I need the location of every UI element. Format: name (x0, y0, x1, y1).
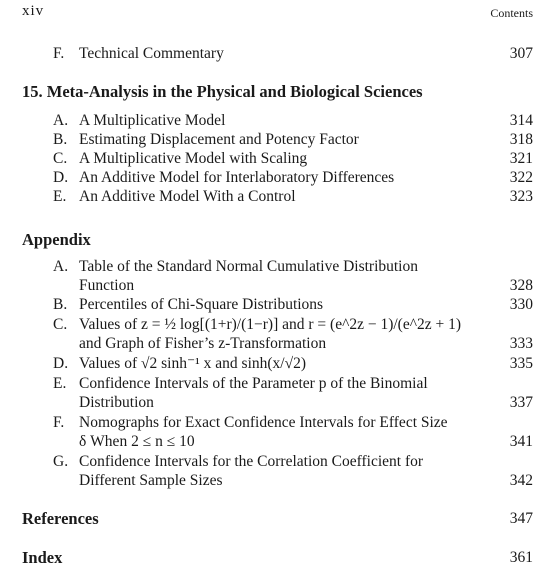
toc-entry (0, 374, 550, 393)
toc-entry (0, 413, 550, 432)
toc-title: Technical Commentary (79, 45, 224, 62)
toc-entry (0, 452, 550, 471)
toc-title-continued: Distribution (79, 394, 154, 411)
toc-letter: E. (53, 188, 67, 205)
toc-page: 361 (509, 549, 533, 566)
toc-entry (0, 130, 550, 149)
toc-title: Percentiles of Chi-Square Distributions (79, 296, 324, 313)
toc-entry-continued (0, 276, 550, 295)
toc-letter: B. (53, 296, 68, 313)
toc-title: Table of the Standard Normal Cumulative Distribution (79, 258, 418, 275)
running-head-title: Contents (490, 6, 533, 20)
toc-letter: G. (53, 453, 69, 470)
toc-entry-continued (0, 334, 550, 353)
toc-letter: C. (53, 316, 68, 333)
toc-letter: D. (53, 169, 69, 186)
toc-entry (0, 111, 550, 130)
toc-title: Values of √2 sinh⁻¹ x and sinh(x/√2) (79, 355, 307, 372)
toc-letter: F. (53, 414, 65, 431)
chapter-heading (0, 82, 550, 101)
toc-entry (0, 187, 550, 206)
toc-title: A Multiplicative Model (79, 112, 226, 129)
toc-page: 314 (509, 112, 533, 129)
toc-letter: A. (53, 112, 69, 129)
index-title: Index (22, 548, 63, 567)
toc-letter: D. (53, 355, 69, 372)
toc-page: 337 (509, 394, 533, 411)
toc-title: An Additive Model for Interlaboratory Differences (79, 169, 395, 186)
chapter-title: 15. Meta-Analysis in the Physical and Biological Sciences (22, 82, 423, 101)
toc-title: Confidence Intervals for the Correlation Coefficient for (79, 453, 424, 470)
toc-title: Nomographs for Exact Confidence Intervals for Effect Size (79, 414, 448, 431)
toc-entry-continued (0, 471, 550, 490)
appendix-heading (0, 230, 550, 249)
toc-page: 341 (509, 433, 533, 450)
toc-title: A Multiplicative Model with Scaling (79, 150, 308, 167)
toc-page: 307 (509, 45, 533, 62)
toc-letter: B. (53, 131, 68, 148)
toc-entry (0, 168, 550, 187)
toc-entry-continued (0, 432, 550, 451)
toc-title-continued: δ When 2 ≤ n ≤ 10 (79, 433, 195, 450)
toc-title: Estimating Displacement and Potency Factor (79, 131, 359, 148)
index-heading (0, 548, 550, 567)
toc-entry (0, 44, 550, 63)
toc-page: 321 (509, 150, 533, 167)
toc-entry (0, 315, 550, 334)
toc-page: 318 (509, 131, 533, 148)
toc-title-continued: and Graph of Fisher’s z-Transformation (79, 335, 327, 352)
toc-letter: E. (53, 375, 67, 392)
references-title: References (22, 509, 99, 528)
toc-page: 330 (509, 296, 533, 313)
toc-entry (0, 295, 550, 314)
running-head-roman: xiv (22, 3, 45, 19)
toc-letter: A. (53, 258, 69, 275)
toc-entry (0, 149, 550, 168)
toc-page: 342 (509, 472, 533, 489)
toc-page: 335 (509, 355, 533, 372)
toc-page: 347 (509, 510, 533, 527)
references-heading (0, 509, 550, 528)
toc-entry-continued (0, 393, 550, 412)
toc-title: An Additive Model With a Control (79, 188, 296, 205)
toc-title-continued: Function (79, 277, 135, 294)
toc-title: Values of z = ½ log[(1+r)/(1−r)] and r = (e^2z − 1)/(e^2z + 1) (79, 316, 462, 333)
toc-entry (0, 354, 550, 373)
toc-page: 322 (509, 169, 533, 186)
appendix-title: Appendix (22, 230, 91, 249)
toc-letter: C. (53, 150, 68, 167)
toc-page: 323 (509, 188, 533, 205)
toc-title-continued: Different Sample Sizes (79, 472, 223, 489)
toc-title: Confidence Intervals of the Parameter p of the Binomial (79, 375, 428, 392)
toc-page: 333 (509, 335, 533, 352)
toc-letter: F. (53, 45, 65, 62)
toc-page: 328 (509, 277, 533, 294)
toc-entry (0, 257, 550, 276)
